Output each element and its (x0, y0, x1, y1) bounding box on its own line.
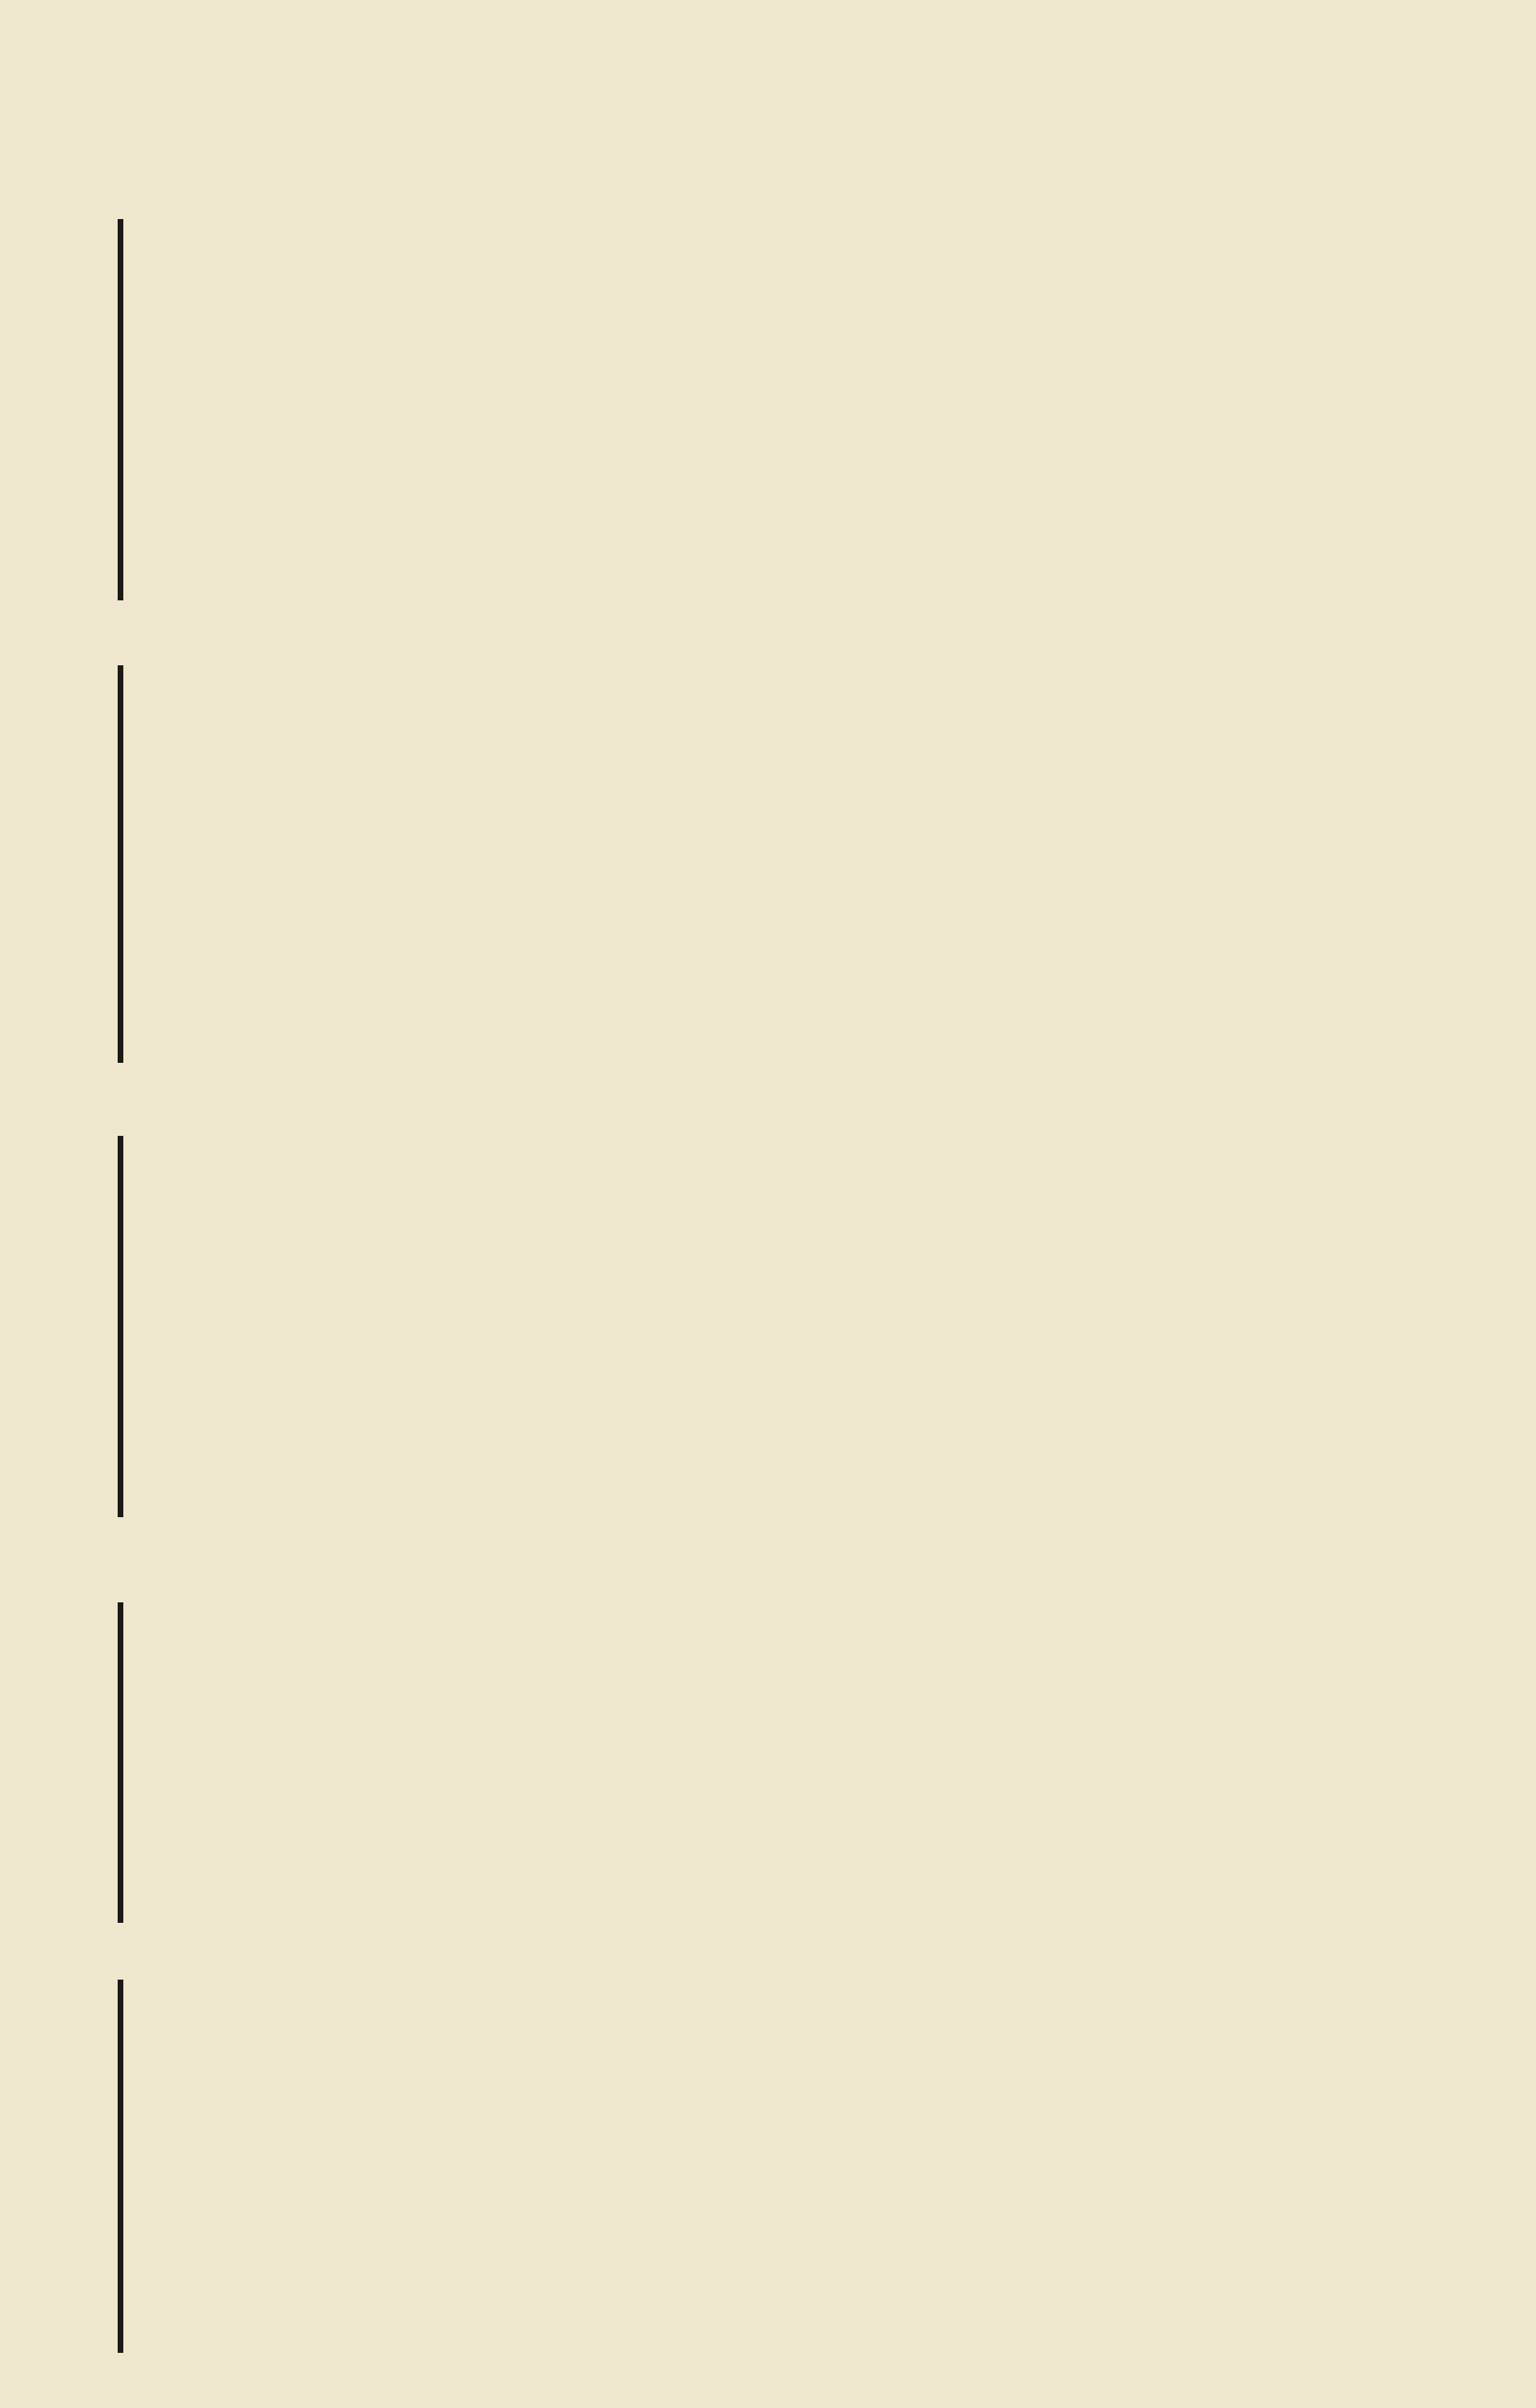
music-system-2 (118, 625, 1432, 1079)
music-system-5 (118, 1955, 1432, 2377)
bass-staff (118, 1428, 1432, 1542)
bass-staff (118, 2239, 1432, 2353)
treble-staff (118, 665, 1432, 779)
bass-staff (118, 1825, 1432, 1939)
treble-staff (118, 1602, 1432, 1716)
bass-staff (118, 965, 1432, 1079)
bass-staff (118, 495, 1432, 608)
music-system-4 (118, 1582, 1432, 1947)
hymn-header (0, 0, 1536, 203)
treble-staff (118, 1136, 1432, 1249)
music-system-1 (118, 187, 1432, 617)
treble-staff (118, 219, 1432, 333)
treble-staff (118, 1980, 1432, 2093)
music-system-3 (118, 1095, 1432, 1533)
